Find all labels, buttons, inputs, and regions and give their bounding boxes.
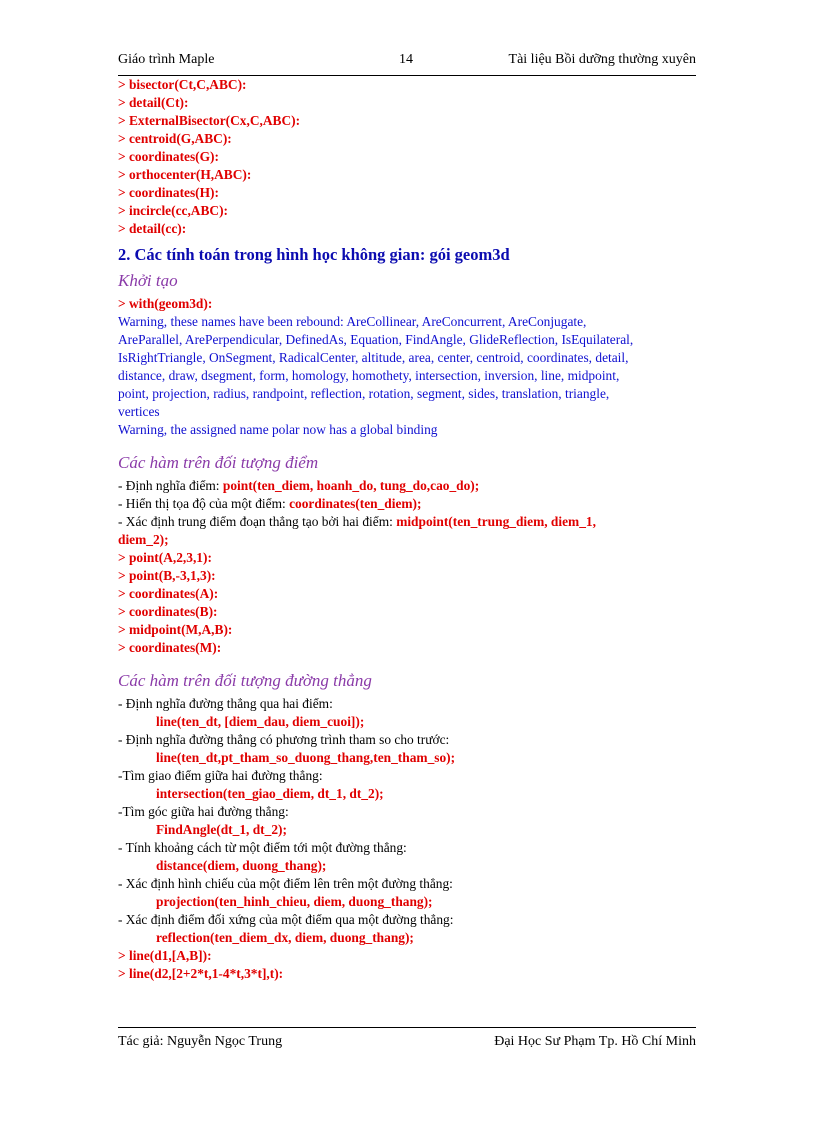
warning-line: point, projection, radius, randpoint, reflection, rotation, segment, sides, translation, triangle, — [118, 386, 610, 401]
maple-command: > coordinates(H): — [118, 185, 219, 200]
line-function-cmd: line(ten_dt,pt_tham_so_duong_thang,ten_tham_so); — [156, 750, 456, 765]
definition-line — [118, 495, 696, 513]
warning-message — [118, 313, 696, 439]
maple-command: > line(d1,[A,B]): — [118, 948, 212, 963]
definition-command: coordinates(ten_diem); — [289, 496, 422, 511]
maple-command: > detail(Ct): — [118, 95, 189, 110]
definition-text: - Hiển thị tọa độ của một điểm: — [118, 496, 290, 511]
subsection-heading-init: Khởi tạo — [118, 271, 178, 290]
warning-line: Warning, these names have been rebound: AreCollinear, AreConcurrent, AreConjugate, — [118, 314, 587, 329]
page-header — [118, 52, 696, 76]
line-function-cmd: reflection(ten_diem_dx, diem, duong_thang); — [156, 930, 414, 945]
line-function-desc: - Xác định điểm đối xứng của một điểm qua một đường thẳng: — [118, 912, 454, 927]
maple-command: > orthocenter(H,ABC): — [118, 167, 252, 182]
subsection-heading-points: Các hàm trên đối tượng điểm — [118, 453, 319, 472]
line-function-desc: - Xác định hình chiếu của một điểm lên trên một đường thẳng: — [118, 876, 453, 891]
warning-line: vertices — [118, 404, 160, 419]
line-function-desc: - Tính khoảng cách từ một điểm tới một đường thẳng: — [118, 840, 407, 855]
line-function-desc: - Định nghĩa đường thẳng có phương trình tham so cho trước: — [118, 732, 450, 747]
maple-command: > detail(cc): — [118, 221, 187, 236]
warning-line: IsRightTriangle, OnSegment, RadicalCenter, altitude, area, center, centroid, coordinates, detail, — [118, 350, 629, 365]
maple-command: > line(d2,[2+2*t,1-4*t,3*t],t): — [118, 966, 284, 981]
definition-text: - Định nghĩa điểm: — [118, 478, 223, 493]
maple-command: > with(geom3d): — [118, 296, 213, 311]
subsection-heading-lines: Các hàm trên đối tượng đường thẳng — [118, 671, 372, 690]
definition-command: point(ten_diem, hoanh_do, tung_do,cao_do); — [222, 478, 480, 493]
maple-command: > incircle(cc,ABC): — [118, 203, 229, 218]
maple-command: > coordinates(B): — [118, 604, 218, 619]
maple-command: > bisector(Ct,C,ABC): — [118, 77, 247, 92]
maple-command: > ExternalBisector(Cx,C,ABC): — [118, 113, 301, 128]
definition-text: - Xác định trung điểm đoạn thẳng tạo bởi hai điểm: — [118, 514, 397, 529]
page-content — [118, 52, 696, 983]
maple-command: > centroid(G,ABC): — [118, 131, 232, 146]
maple-command: > midpoint(M,A,B): — [118, 622, 233, 637]
definition-line — [118, 513, 696, 531]
line-function-cmd: line(ten_dt, [diem_dau, diem_cuoi]); — [156, 714, 365, 729]
maple-command: > coordinates(M): — [118, 640, 222, 655]
warning-line: Warning, the assigned name polar now has a global binding — [118, 422, 438, 437]
maple-command: > point(B,-3,1,3): — [118, 568, 216, 583]
line-function-desc: -Tìm giao điểm giữa hai đường thẳng: — [118, 768, 323, 783]
maple-command: > coordinates(A): — [118, 586, 219, 601]
header-right: Tài liệu Bồi dưỡng thường xuyên — [508, 52, 696, 67]
maple-command: > coordinates(G): — [118, 149, 219, 164]
section-title: 2. Các tính toán trong hình học không gian: gói geom3d — [118, 245, 510, 264]
line-function-cmd: intersection(ten_giao_diem, dt_1, dt_2); — [156, 786, 384, 801]
maple-command: > point(A,2,3,1): — [118, 550, 212, 565]
line-function-desc: - Định nghĩa đường thẳng qua hai điểm: — [118, 696, 333, 711]
warning-line: distance, draw, dsegment, form, homology, homothety, intersection, inversion, line, midpoint, — [118, 368, 620, 383]
definition-command-continued: diem_2); — [118, 532, 169, 547]
line-function-cmd: projection(ten_hinh_chieu, diem, duong_thang); — [156, 894, 433, 909]
line-function-cmd: FindAngle(dt_1, dt_2); — [156, 822, 287, 837]
page-number: 14 — [399, 52, 413, 67]
line-function-cmd: distance(diem, duong_thang); — [156, 858, 327, 873]
page-footer — [118, 1027, 696, 1050]
footer-institution: Đại Học Sư Phạm Tp. Hồ Chí Minh — [494, 1034, 696, 1049]
warning-line: AreParallel, ArePerpendicular, DefinedAs, Equation, FindAngle, GlideReflection, IsEquilateral, — [118, 332, 634, 347]
header-left: Giáo trình Maple — [118, 52, 215, 67]
footer-author: Tác giả: Nguyễn Ngọc Trung — [118, 1034, 283, 1049]
top-command-block — [118, 76, 696, 238]
definition-line — [118, 477, 696, 495]
definition-command: midpoint(ten_trung_diem, diem_1, — [396, 514, 596, 529]
line-function-desc: -Tìm góc giữa hai đường thẳng: — [118, 804, 289, 819]
